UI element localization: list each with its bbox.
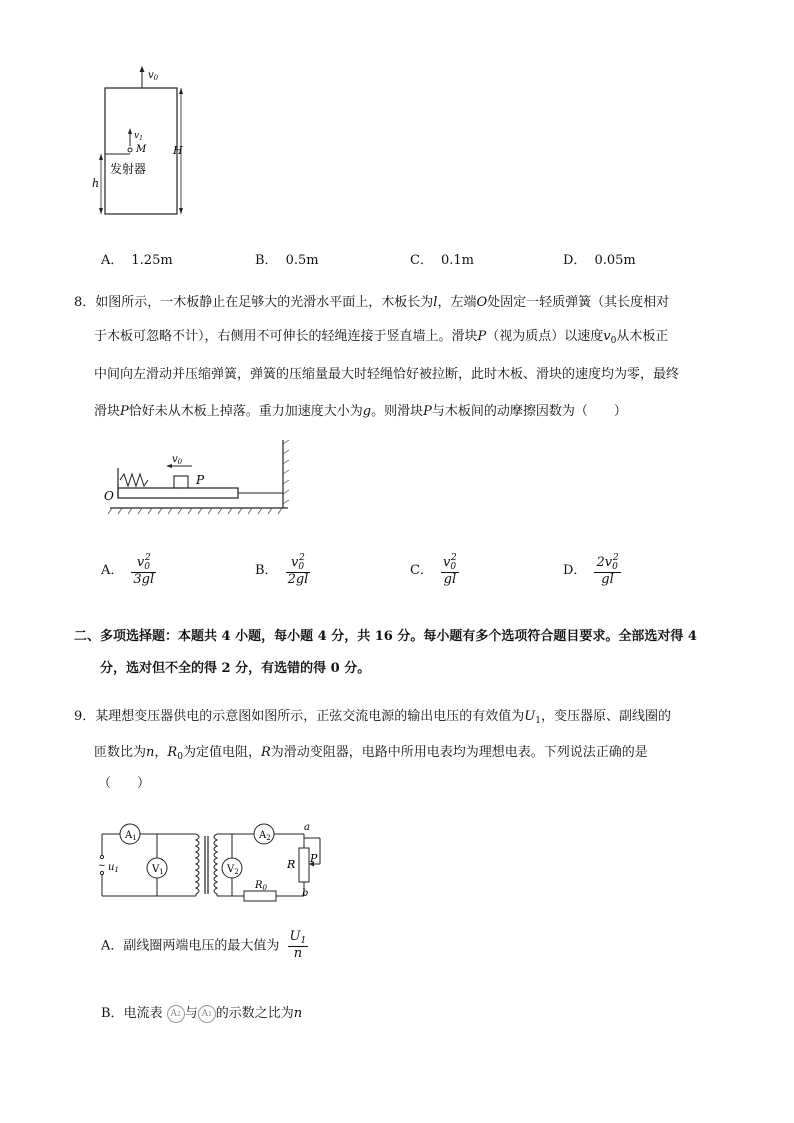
q8-option-d[interactable]: D． $\frac{2v_0^2}{gl}$ — [563, 553, 619, 588]
q7-option-c[interactable]: C． 0.1m — [410, 253, 474, 268]
ammeter-a2-icon: A2 — [167, 1005, 185, 1023]
v0-label: $v_0$ — [172, 454, 183, 466]
ammeter-a1-icon: A1 — [198, 1005, 216, 1023]
transformer-circuit-figure — [92, 820, 342, 910]
spring-board-figure — [100, 430, 300, 520]
section2-heading-cont: 分，选对但不全的得 2 分，有选错的得 0 分。 — [100, 661, 371, 676]
V2-label: $V_2$ — [227, 864, 239, 876]
P-label: P — [310, 852, 318, 865]
H-label: H — [173, 144, 183, 157]
u1-label: $u_1$ — [108, 862, 119, 874]
q8-option-b[interactable]: B． $\frac{v_0^2}{2gl}$ — [255, 553, 309, 588]
b-label: b — [302, 888, 309, 899]
section2-heading: 二、多项选择题：本题共 4 小题，每小题 4 分，共 16 分。每小题有多个选项符合题目要求。全部选对得 4 — [74, 629, 697, 644]
A1-label: $A_1$ — [125, 830, 137, 842]
A2-label: $A_2$ — [259, 830, 271, 842]
q9-option-a[interactable]: A．副线圈两端电压的最大值为 $\frac{U_1}{n}$ — [101, 929, 307, 962]
a-label: a — [304, 822, 310, 833]
v0-label: $v_0$ — [148, 70, 159, 82]
V1-label: $V_1$ — [152, 864, 164, 876]
launcher-label: 发射器 — [110, 162, 147, 176]
q7-option-d[interactable]: D． 0.05m — [563, 253, 636, 268]
q7-option-b[interactable]: B． 0.5m — [255, 253, 319, 268]
q7-option-a[interactable]: A． 1.25m — [101, 253, 173, 268]
v1-label: $v_1$ — [134, 131, 143, 142]
ac-symbol: ~ — [98, 861, 106, 871]
q9-line-2: 匝数比为n，$R_0$为定值电阻，R为滑动变阻器，电路中所用电表均为理想电表。下列说法正确的是 — [94, 745, 648, 762]
rocket-launcher-figure — [90, 62, 190, 222]
h-label: h — [92, 177, 100, 190]
q8-option-a[interactable]: A． $\frac{v_0^2}{3gl}$ — [101, 553, 155, 588]
q9-option-b[interactable]: B．电流表 A2 与 A1 的示数之比为n — [101, 1006, 303, 1021]
q8-line-4: 滑块P恰好未从木板上掉落。重力加速度大小为g。则滑块P与木板间的动摩擦因数为（ ） — [94, 404, 627, 419]
o-label: O — [104, 489, 114, 503]
q8-line-2: 于木板可忽略不计），右侧用不可伸长的轻绳连接于竖直墙上。滑块P（视为质点）以速度$v_0$从木板正 — [94, 329, 669, 346]
q8-option-c[interactable]: C． $\frac{v_0^2}{gl}$ — [410, 553, 457, 588]
p-label: P — [196, 473, 205, 487]
R-label: R — [287, 858, 296, 871]
m-label: M — [136, 144, 147, 155]
q9-line-1: 9．某理想变压器供电的示意图如图所示，正弦交流电源的输出电压的有效值为$U_1$，变压器原、副线圈的 — [74, 709, 672, 726]
q8-line-1: 8．如图所示，一木板静止在足够大的光滑水平面上，木板长为l，左端O处固定一轻质弹簧（其长度相对 — [74, 295, 670, 310]
R0-label: $R_0$ — [255, 880, 267, 892]
q8-line-3: 中间向左滑动并压缩弹簧，弹簧的压缩量最大时轻绳恰好被拉断，此时木板、滑块的速度均为零，最终 — [94, 367, 680, 382]
q9-line-3: （ ） — [98, 776, 151, 791]
